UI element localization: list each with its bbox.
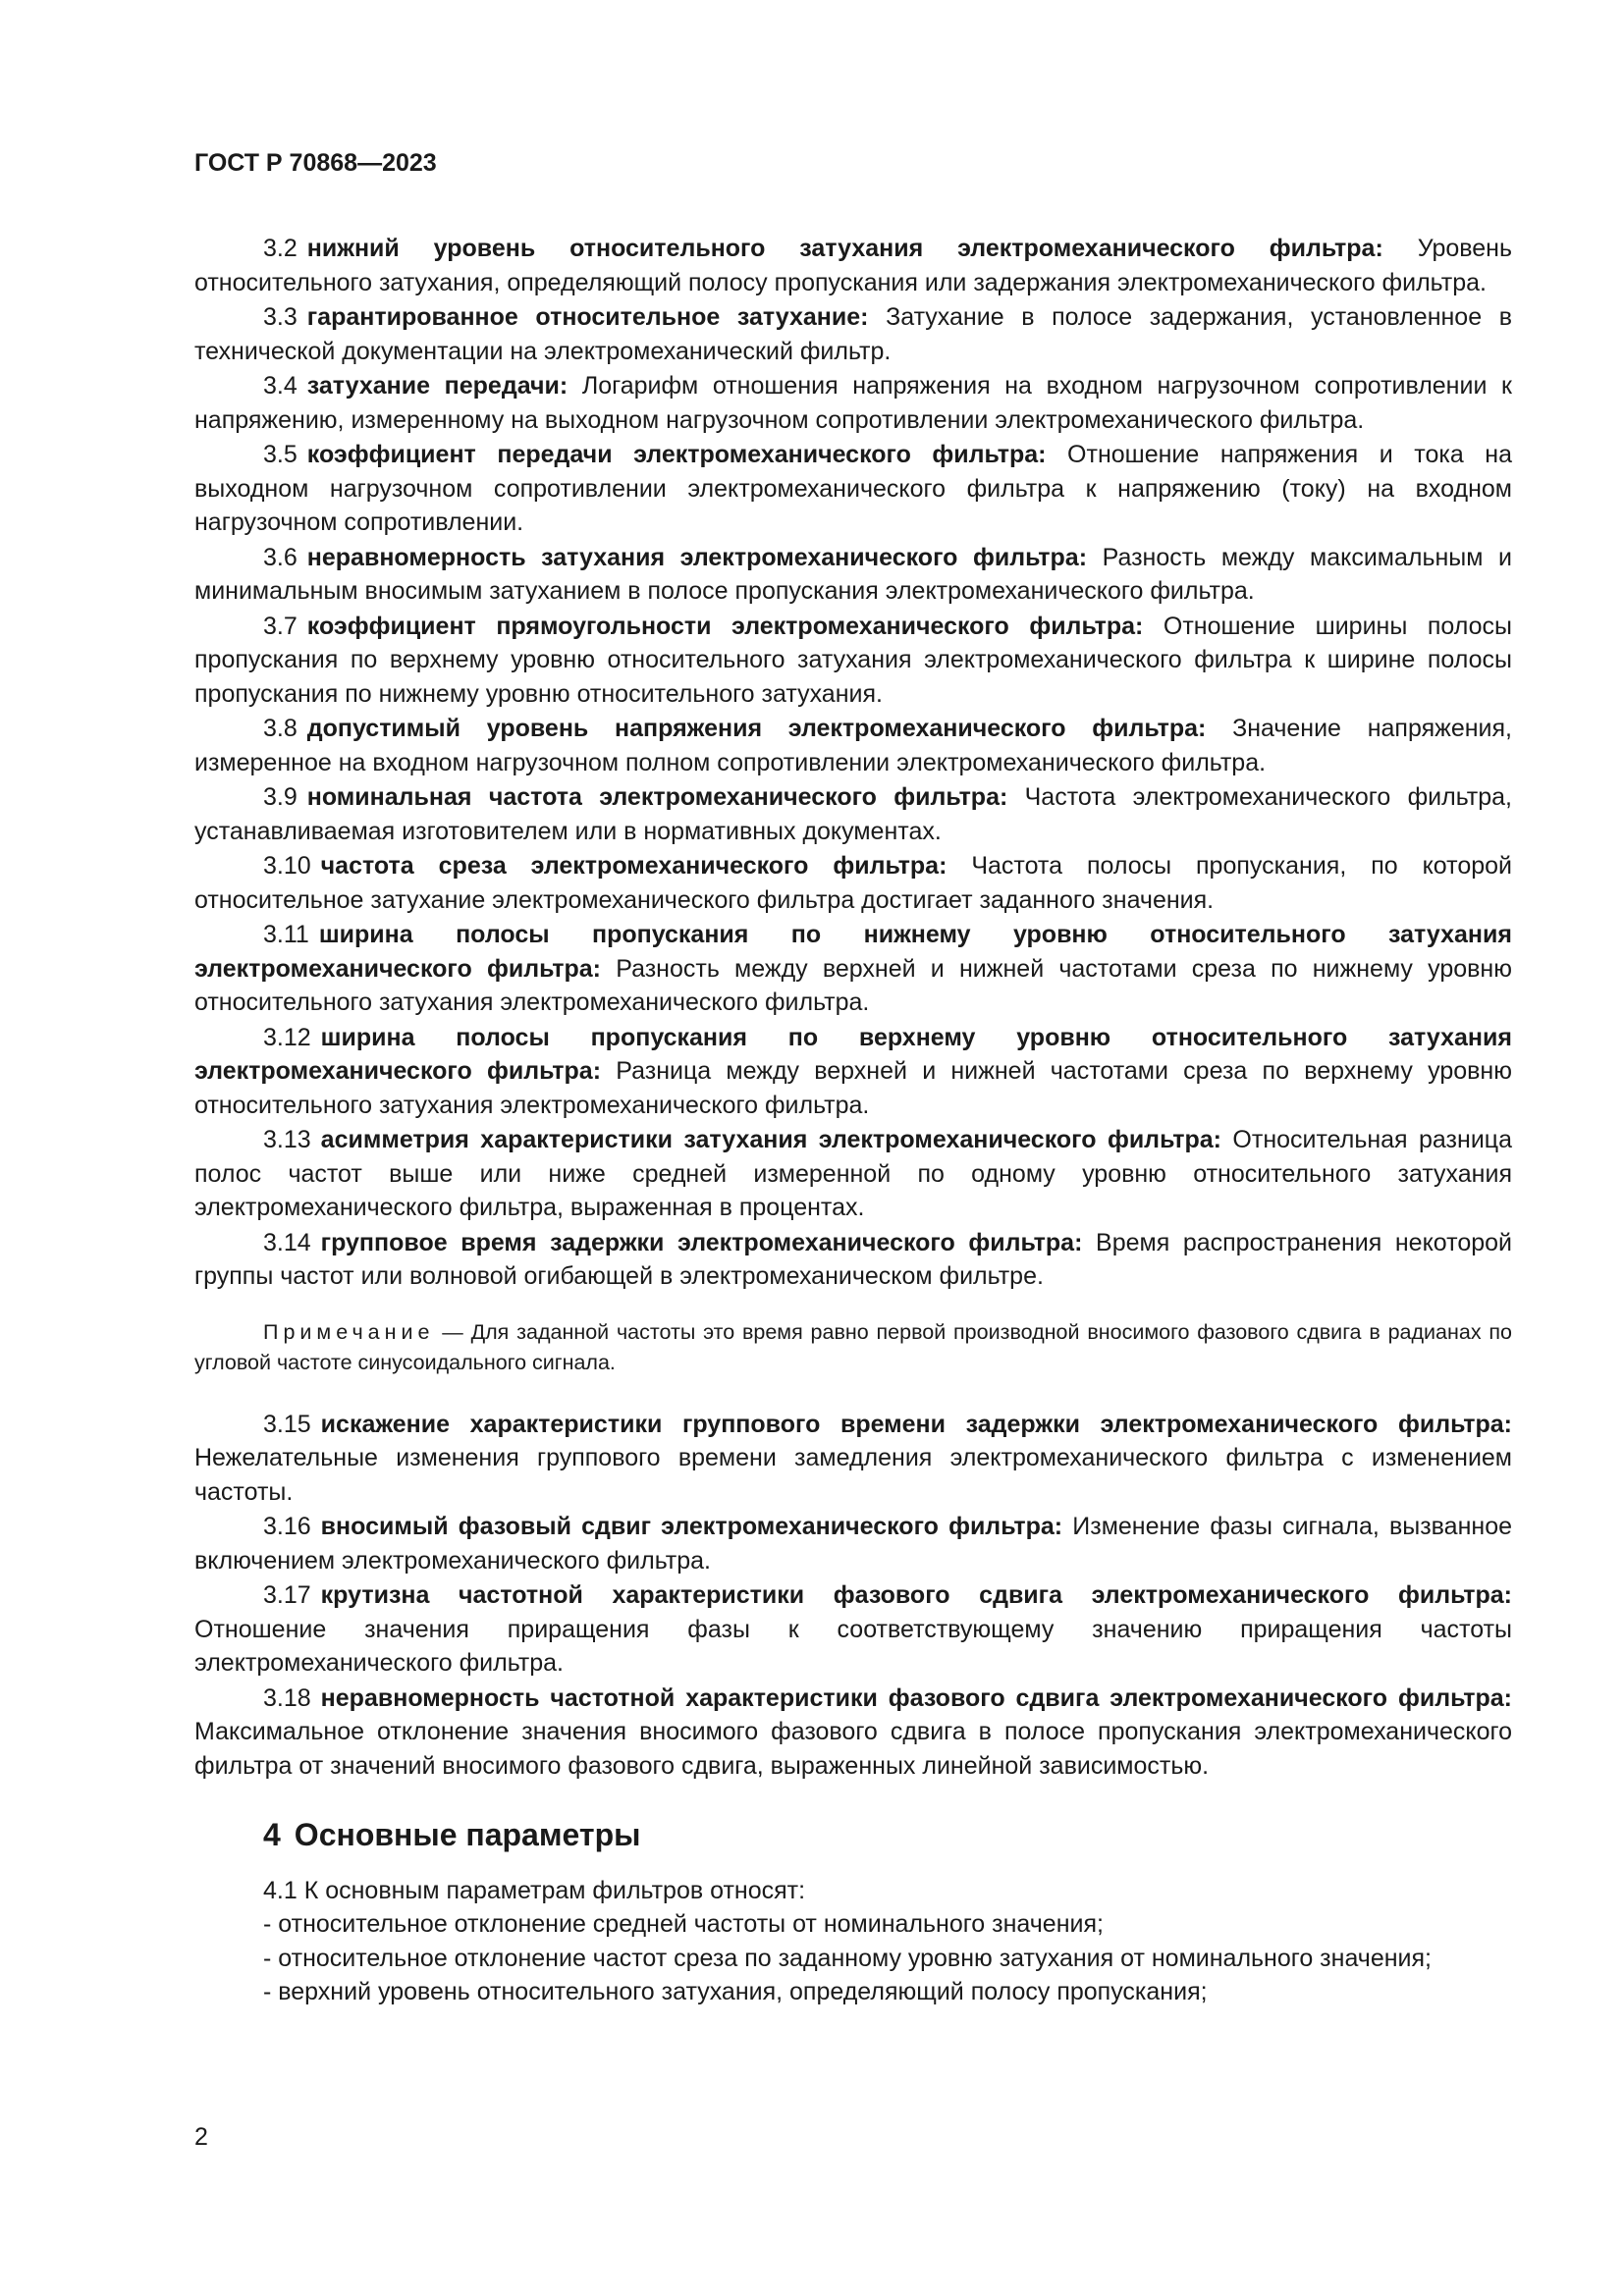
list-item: - относительное отклонение средней частоты от номинального значения; (263, 1910, 1104, 1938)
note-label: Примечание (263, 1319, 435, 1344)
term-name: коэффициент прямоугольности электромеханического фильтра: (306, 612, 1144, 640)
note-text: — Для заданной частоты это время равно первой производной вносимого фазового сдвига в радианах по угловой частоте синусоидального сигнала. (194, 1319, 1512, 1374)
term-definition: Максимальное отклонение значения вносимого фазового сдвига в полосе пропускания электромеханического фильтра от значений вносимого фазового сдвига, выраженных линейной зависимостью. (194, 1718, 1512, 1780)
term-number: 3.14 (263, 1228, 311, 1256)
term-entry (194, 780, 1512, 848)
term-entry (194, 438, 1512, 540)
term-name: групповое время задержки электромеханического фильтра: (320, 1228, 1083, 1256)
term-entry (194, 369, 1512, 437)
term-number: 3.3 (263, 303, 298, 331)
term-entry (194, 1682, 1512, 1784)
term-number: 3.17 (263, 1581, 311, 1609)
term-definition: Нежелательные изменения группового времени замедления электромеханического фильтра с изменением частоты. (194, 1444, 1512, 1506)
term-entry (194, 610, 1512, 712)
term-number: 3.4 (263, 372, 298, 400)
term-name: коэффициент передачи электромеханического фильтра: (306, 441, 1047, 468)
term-name: вносимый фазовый сдвиг электромеханического фильтра: (320, 1513, 1063, 1540)
term-number: 3.11 (263, 921, 309, 948)
term-entry (194, 300, 1512, 368)
term-definition: Отношение значения приращения фазы к соответствующему значению приращения частоты электромеханического фильтра. (194, 1615, 1512, 1677)
term-entry (194, 232, 1512, 299)
term-number: 3.10 (263, 852, 311, 880)
term-name: ширина полосы пропускания по нижнему уровню относительного затухания электромеханического фильтра: (194, 921, 1512, 983)
term-definition: Относительная разница полос частот выше или ниже средней измеренной по одному уровню относительного затухания электромеханического фильтра, выраженная в процентах. (194, 1126, 1513, 1221)
term-number: 3.16 (263, 1513, 311, 1540)
term-definition: Изменение фазы сигнала, вызванное включением электромеханического фильтра. (194, 1513, 1512, 1575)
term-name: неравномерность затухания электромеханического фильтра: (306, 543, 1088, 571)
term-entry (194, 712, 1512, 779)
term-entry (194, 1123, 1512, 1225)
term-entry (194, 1408, 1512, 1510)
term-name: искажение характеристики группового времени задержки электромеханического фильтра: (320, 1410, 1512, 1438)
term-number: 3.6 (263, 543, 298, 571)
note (194, 1317, 1512, 1378)
term-number: 3.18 (263, 1683, 311, 1712)
term-name: неравномерность частотной характеристики фазового сдвига электромеханического фильтра: (320, 1683, 1512, 1712)
term-name: ширина полосы пропускания по верхнему уровню относительного затухания электромеханического фильтра: (194, 1023, 1512, 1085)
term-number: 3.12 (263, 1023, 311, 1051)
term-definition: Разница между верхней и нижней частотами среза по верхнему уровню относительного затухания электромеханического фильтра. (194, 1057, 1512, 1119)
term-number: 3.8 (263, 715, 298, 742)
term-number: 3.15 (263, 1410, 311, 1438)
term-definition: Разность между максимальным и минимальным вносимым затуханием в полосе пропускания электромеханического фильтра. (194, 543, 1512, 605)
term-name: крутизна частотной характеристики фазового сдвига электромеханического фильтра: (320, 1581, 1512, 1609)
section-heading (263, 1818, 1512, 1852)
term-number: 3.5 (263, 441, 298, 468)
section-intro: 4.1 К основным параметрам фильтров относят: (263, 1876, 806, 1904)
term-name: гарантированное относительное затухание: (306, 303, 869, 331)
document-code: ГОСТ Р 70868—2023 (194, 149, 437, 177)
list-item: - относительное отклонение частот среза по заданному уровню затухания от номинального значения; (263, 1944, 1432, 1972)
term-entry (194, 1021, 1512, 1123)
term-definition: Значение напряжения, измеренное на входном нагрузочном полном сопротивлении электромеханического фильтра. (194, 715, 1512, 776)
term-number: 3.2 (263, 235, 298, 262)
term-number: 3.7 (263, 612, 298, 640)
term-definition: Время распространения некоторой группы частот или волновой огибающей в электромеханическом фильтре. (194, 1228, 1512, 1290)
terms-list (194, 232, 1512, 1294)
term-entry (194, 541, 1512, 609)
term-definition: Отношение ширины полосы пропускания по верхнему уровню относительного затухания электромеханического фильтра к ширине полосы пропускания по нижнему уровню относительного затухания. (194, 612, 1512, 708)
term-definition: Разность между верхней и нижней частотами среза по нижнему уровню относительного затухания электромеханического фильтра. (194, 954, 1512, 1016)
list-item: - верхний уровень относительного затухания, определяющий полосу пропускания; (263, 1978, 1208, 2005)
term-definition: Затухание в полосе задержания, установленное в технической документации на электромеханический фильтр. (194, 303, 1512, 365)
term-name: нижний уровень относительного затухания электромеханического фильтра: (306, 235, 1383, 262)
terms-list-continued (194, 1408, 1512, 1784)
term-definition: Уровень относительного затухания, определяющий полосу пропускания или задержания электромеханического фильтра. (194, 235, 1512, 296)
term-definition: Логарифм отношения напряжения на входном нагрузочном сопротивлении к напряжению, измеренному на выходном нагрузочном сопротивлении электромеханического фильтра. (194, 372, 1512, 434)
page-number: 2 (194, 2123, 208, 2151)
section-title-text: Основные параметры (294, 1817, 641, 1852)
term-name: асимметрия характеристики затухания электромеханического фильтра: (320, 1126, 1221, 1153)
term-definition: Частота электромеханического фильтра, устанавливаемая изготовителем или в нормативных документах. (194, 783, 1512, 845)
term-entry (194, 1226, 1512, 1294)
document-body (194, 232, 1512, 2009)
term-entry (194, 918, 1512, 1020)
section-number: 4 (263, 1817, 281, 1852)
term-name: номинальная частота электромеханического фильтра: (306, 783, 1008, 811)
term-name: затухание передачи: (306, 372, 568, 400)
term-name: допустимый уровень напряжения электромеханического фильтра: (306, 715, 1207, 742)
term-number: 3.13 (263, 1126, 311, 1153)
term-entry (194, 849, 1512, 917)
term-entry (194, 1578, 1512, 1681)
term-number: 3.9 (263, 783, 298, 811)
term-definition: Частота полосы пропускания, по которой относительное затухание электромеханического фильтра достигает заданного значения. (194, 852, 1512, 914)
term-name: частота среза электромеханического фильтра: (320, 852, 947, 880)
term-entry (194, 1510, 1512, 1577)
term-definition: Отношение напряжения и тока на выходном нагрузочном сопротивлении электромеханического фильтра к напряжению (току) на входном нагрузочном сопротивлении. (194, 441, 1512, 536)
